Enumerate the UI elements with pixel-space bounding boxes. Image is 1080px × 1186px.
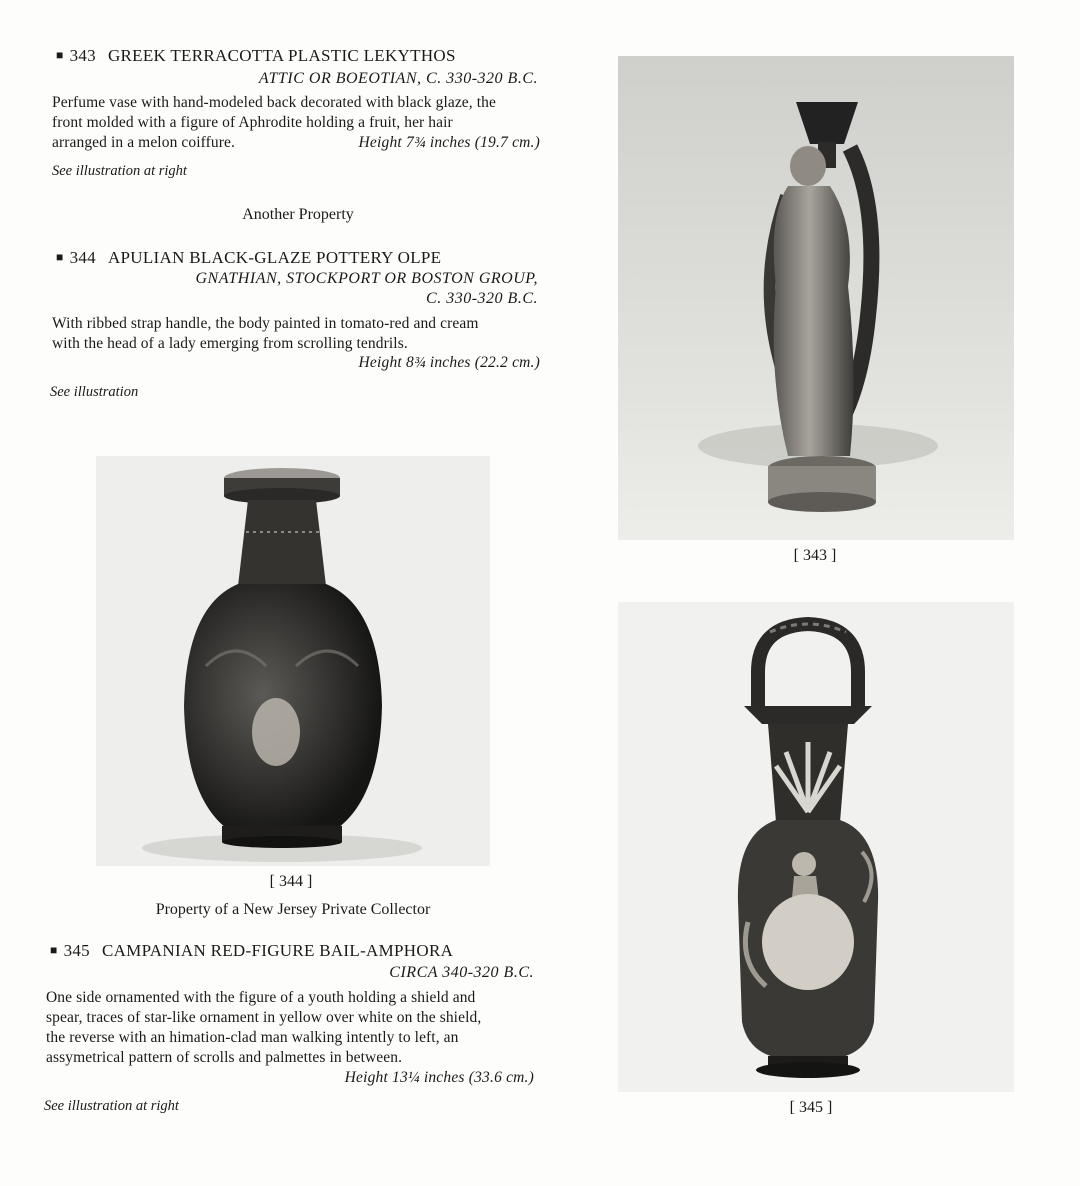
lot-title: APULIAN BLACK-GLAZE POTTERY OLPE (107, 248, 442, 267)
lot-343-height: Height 7¾ inches (19.7 cm.) (358, 134, 540, 151)
lot-bullet: ■ (56, 250, 64, 264)
desc-line: spear, traces of star-like ornament in yellow over white on the shield, (46, 1009, 482, 1026)
lot-343-see-illustration: See illustration at right (52, 163, 187, 179)
desc-line: with the head of a lady emerging from scrolling tendrils. (52, 335, 408, 352)
desc-line: Perfume vase with hand-modeled back decorated with black glaze, the (52, 94, 496, 111)
lekythos-image (618, 56, 1014, 540)
desc-line: One side ornamented with the figure of a youth holding a shield and (46, 989, 476, 1006)
photo-bail-amphora (618, 602, 1014, 1092)
lot-344-description (52, 314, 552, 354)
lot-number: 343 (69, 46, 96, 65)
lot-title: GREEK TERRACOTTA PLASTIC LEKYTHOS (107, 46, 456, 65)
lot-345-height: Height 13¼ inches (33.6 cm.) (344, 1069, 534, 1086)
desc-line: the reverse with an himation-clad man walking intently to left, an (46, 1029, 459, 1046)
desc-line: arranged in a melon coiffure. (52, 134, 235, 151)
lot-bullet: ■ (50, 943, 58, 957)
lot-345-heading (50, 941, 453, 961)
photo-olpe-vase (96, 456, 490, 866)
lot-bullet: ■ (56, 48, 64, 62)
lot-343-heading (56, 46, 456, 66)
lot-345-origin: CIRCA 340-320 B.C. (389, 964, 534, 981)
photo-lekythos-aphrodite (618, 56, 1014, 540)
olpe-image (96, 456, 490, 866)
amphora-image (618, 602, 1014, 1092)
lot-345-see-illustration: See illustration at right (44, 1098, 179, 1114)
caption-344: [ 344 ] (269, 873, 313, 890)
desc-line: front molded with a figure of Aphrodite holding a fruit, her hair (52, 114, 453, 131)
lot-344-see-illustration: See illustration (50, 384, 139, 400)
desc-line: assymetrical pattern of scrolls and palmettes in between. (46, 1049, 403, 1066)
provenance-345: Property of a New Jersey Private Collector (155, 901, 431, 918)
lot-345-description (46, 988, 546, 1068)
lot-title: CAMPANIAN RED-FIGURE BAIL-AMPHORA (101, 941, 454, 960)
lot-344-height: Height 8¾ inches (22.2 cm.) (358, 354, 540, 371)
desc-line: With ribbed strap handle, the body painted in tomato-red and cream (52, 315, 479, 332)
lot-344-heading (56, 248, 441, 268)
lot-344-origin-1: GNATHIAN, STOCKPORT OR BOSTON GROUP, (195, 270, 538, 287)
provenance-344: Another Property (242, 206, 354, 223)
caption-343: [ 343 ] (793, 547, 837, 564)
caption-345: [ 345 ] (789, 1099, 833, 1116)
lot-number: 345 (63, 941, 90, 960)
lot-343-origin: ATTIC OR BOEOTIAN, C. 330-320 B.C. (258, 70, 538, 87)
lot-number: 344 (69, 248, 96, 267)
lot-344-origin-2: C. 330-320 B.C. (426, 290, 538, 307)
